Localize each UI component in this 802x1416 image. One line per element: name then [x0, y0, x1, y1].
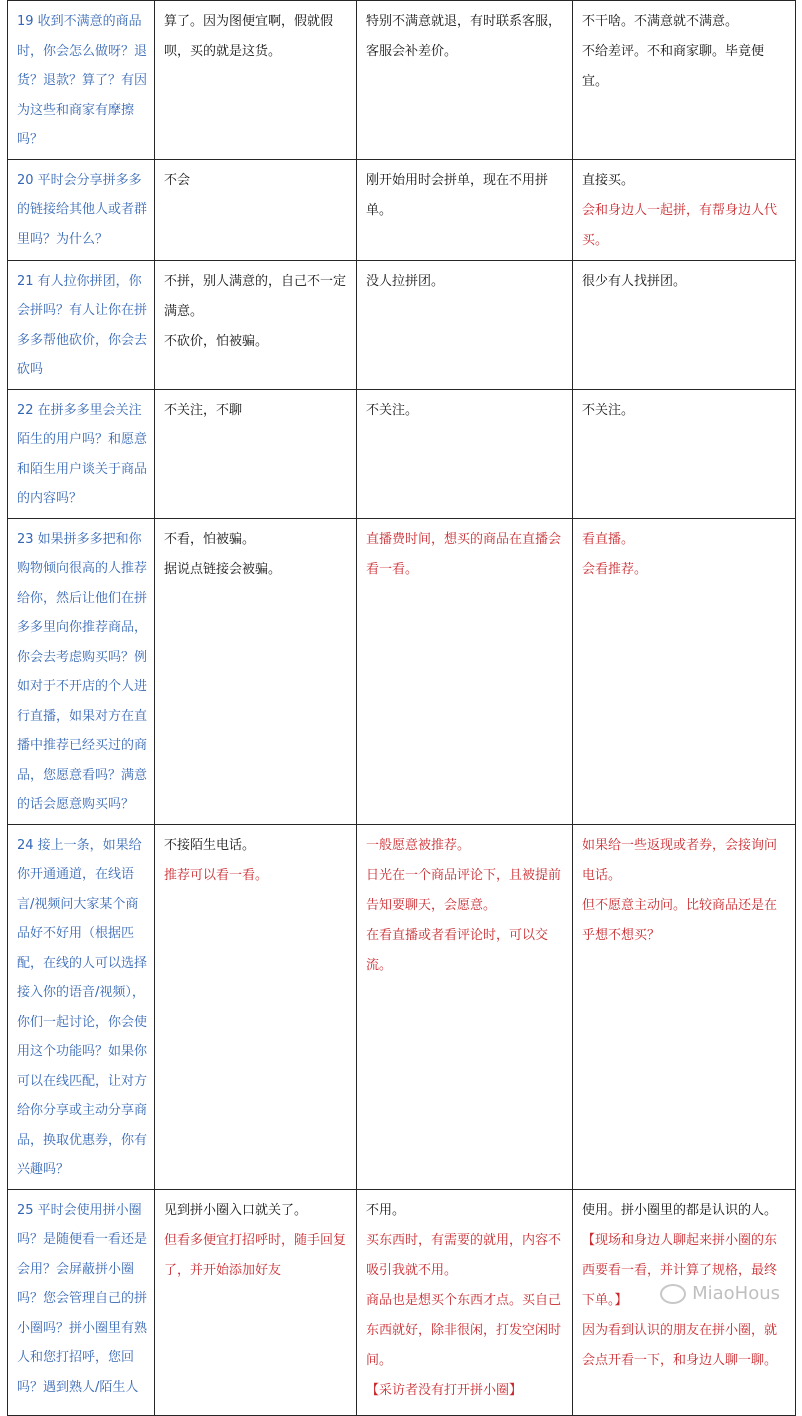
- answer-line: 【现场和身边人聊起来拼小圈的东西要看一看，并计算了规格，最终下单。】: [582, 1232, 778, 1308]
- answer-cell-1: [155, 260, 357, 389]
- question-cell: 19 收到不满意的商品时，你会怎么做呀？退货？退款？算了？有因为这些和商家有摩擦吗？: [8, 1, 155, 160]
- question-cell: 21 有人拉你拼团，你会拼吗？有人让你在拼多多帮他砍价，你会去砍吗: [8, 260, 155, 389]
- answer-line: 日光在一个商品评论下，且被提前告知要聊天，会愿意。: [366, 867, 562, 913]
- question-cell: 25 平时会使用拼小圈吗？是随便看一看还是会用？会屏蔽拼小圈吗？您会管理自己的拼小圈吗？拼小圈里有熟人和您打招呼，您回吗？遇到熟人/陌生人: [8, 1189, 155, 1415]
- question-cell: 20 平时会分享拼多多的链接给其他人或者群里吗？为什么？: [8, 159, 155, 260]
- answer-line: 很少有人找拼团。: [582, 273, 687, 289]
- answer-line: 直播费时间，想买的商品在直播会看一看。: [366, 531, 562, 577]
- question-cell: 22 在拼多多里会关注陌生的用户吗？和愿意和陌生用户谈关于商品的内容吗？: [8, 389, 155, 518]
- answer-cell-1: [155, 1, 357, 160]
- answer-cell-2: [357, 518, 573, 824]
- answer-line: 不看，怕被骗。: [164, 531, 256, 547]
- question-cell: 23 如果拼多多把和你购物倾向很高的人推荐给你，然后让他们在拼多多里向你推荐商品，你会去考虑购买吗？例如对于不开店的个人进行直播，如果对方在直播中推荐已经买过的商品，您愿意看吗？满意的话会愿意购买吗？: [8, 518, 155, 824]
- answer-cell-2: [357, 824, 573, 1189]
- table-row: [8, 389, 796, 518]
- answer-cell-2: [357, 159, 573, 260]
- answer-cell-3: [573, 389, 796, 518]
- answer-line: 会看推荐。: [582, 561, 648, 577]
- wechat-icon: [660, 1284, 686, 1304]
- answer-line: 因为看到认识的朋友在拼小圈，就会点开看一下，和身边人聊一聊。: [582, 1322, 778, 1368]
- answer-line: 不砍价，怕被骗。: [164, 333, 269, 349]
- table-row: [8, 824, 796, 1189]
- answer-line: 不接陌生电话。: [164, 837, 256, 853]
- watermark-text: MiaoHous: [692, 1283, 780, 1304]
- answer-line: 一般愿意被推荐。: [366, 837, 471, 853]
- answer-cell-2: [357, 389, 573, 518]
- answer-line: 没人拉拼团。: [366, 273, 445, 289]
- answer-line: 据说点链接会被骗。: [164, 561, 282, 577]
- answer-line: 算了。因为图便宜啊，假就假呗，买的就是这货。: [164, 14, 334, 59]
- table-row: [8, 1, 796, 160]
- answer-cell-3: [573, 518, 796, 824]
- answer-line: 不给差评。不和商家聊。毕竟便宜。: [582, 44, 765, 89]
- answer-cell-1: [155, 159, 357, 260]
- answer-line: 推荐可以看一看。: [164, 867, 269, 883]
- answer-line: 如果给一些返现或者券，会接询问电话。: [582, 837, 778, 883]
- answer-line: 会和身边人一起拼，有帮身边人代买。: [582, 202, 778, 248]
- answer-cell-1: [155, 824, 357, 1189]
- answer-line: 在看直播或者看评论时，可以交流。: [366, 927, 549, 973]
- answer-line: 不干啥。不满意就不满意。: [582, 14, 739, 29]
- question-cell: 24 接上一条，如果给你开通通道，在线语言/视频问大家某个商品好不好用（根据匹配，在线的人可以选择接入你的语音/视频），你们一起讨论，你会使用这个功能吗？如果你可以在线匹配，让对方给你分享或主动分享商品，换取优惠券，你有兴趣吗？: [8, 824, 155, 1189]
- answer-cell-2: [357, 1189, 573, 1415]
- answer-line: 【采访者没有打开拼小圈】: [366, 1382, 523, 1398]
- answer-line: 不关注。: [366, 402, 419, 418]
- watermark: [660, 1283, 780, 1304]
- answer-line: 不关注，不聊: [164, 402, 243, 418]
- answer-line: 不会: [164, 172, 191, 188]
- answer-cell-1: [155, 518, 357, 824]
- answer-cell-1: [155, 389, 357, 518]
- answer-cell-3: [573, 1, 796, 160]
- answer-line: 刚开始用时会拼单，现在不用拼单。: [366, 172, 549, 218]
- answer-line: 但看多便宜打招呼时，随手回复了，并开始添加好友: [164, 1232, 347, 1278]
- answer-line: 使用。拼小圈里的都是认识的人。: [582, 1202, 778, 1218]
- answer-line: 见到拼小圈入口就关了。: [164, 1202, 308, 1218]
- answer-line: 买东西时，有需要的就用，内容不吸引我就不用。: [366, 1232, 562, 1278]
- answer-line: 直接买。: [582, 172, 635, 188]
- answer-cell-3: [573, 824, 796, 1189]
- answer-cell-3: [573, 260, 796, 389]
- table-row: [8, 260, 796, 389]
- answer-cell-3: [573, 159, 796, 260]
- answer-cell-2: [357, 1, 573, 160]
- table-row: [8, 159, 796, 260]
- interview-table: [7, 0, 796, 1416]
- answer-line: 商品也是想买个东西才点。买自己东西就好，除非很闲，打发空闲时间。: [366, 1292, 562, 1368]
- answer-line: 特别不满意就退，有时联系客服，客服会补差价。: [366, 14, 562, 59]
- answer-line: 不关注。: [582, 402, 635, 418]
- answer-line: 不拼，别人满意的，自己不一定满意。: [164, 273, 347, 319]
- table-row: [8, 518, 796, 824]
- answer-line: 但不愿意主动问。比较商品还是在乎想不想买？: [582, 897, 778, 943]
- answer-line: 看直播。: [582, 531, 635, 547]
- interview-table-body: [8, 1, 796, 1416]
- answer-line: 不用。: [366, 1202, 406, 1218]
- answer-cell-2: [357, 260, 573, 389]
- answer-cell-1: [155, 1189, 357, 1415]
